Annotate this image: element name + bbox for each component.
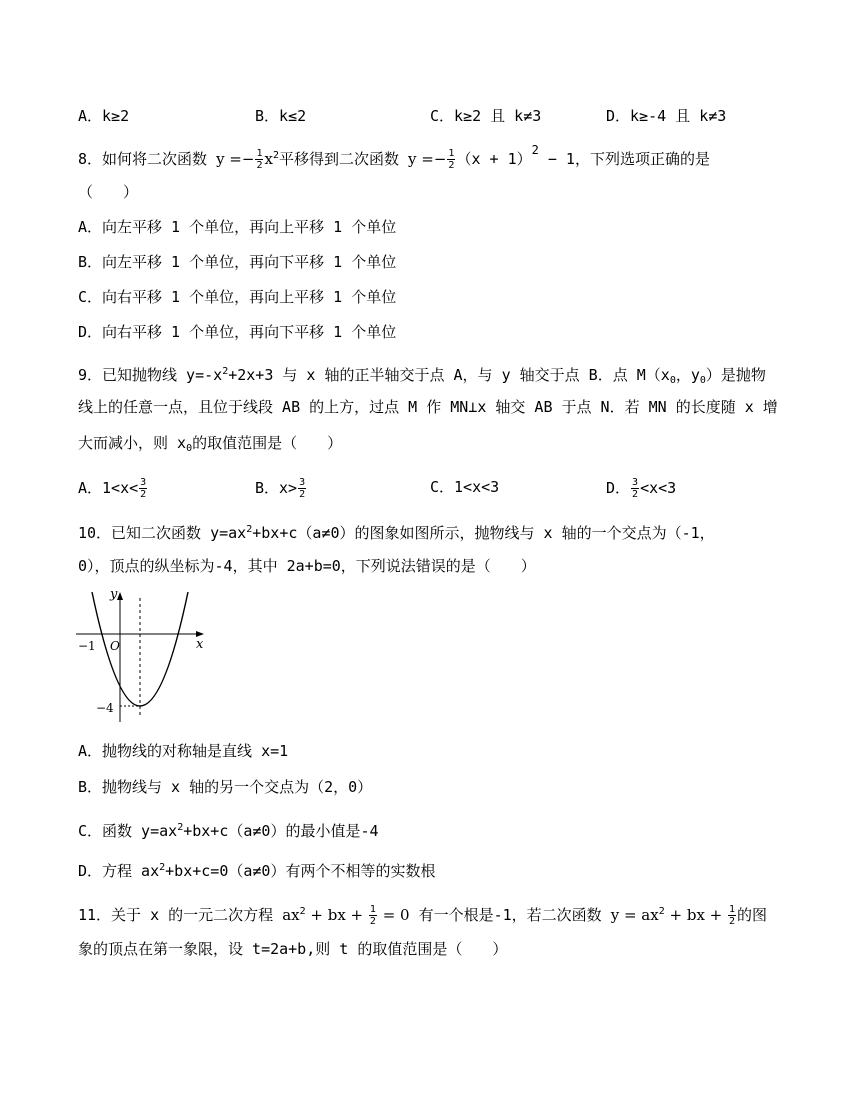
q10-parabola-graph <box>76 588 210 722</box>
q9-stem-line-2: 线上的任意一点，且位于线段 AB 的上方，过点 M 作 MN⊥x 轴交 AB 于点 N．若 MN 的长度随 x 增 <box>78 398 778 416</box>
q10-option-d: D．方程 $ax^2+bx+c=0(a\ne 0)$有两个不相等的实数根 <box>78 862 436 880</box>
q10-option-a: A．抛物线的对称轴是直线 x=1 <box>78 742 289 760</box>
q7-option-c: C．k≥2 且 k≠3 <box>430 107 542 125</box>
q10-option-b: B．抛物线与 x 轴的另一个交点为（2，0） <box>78 778 373 796</box>
y-axis-label: y <box>110 588 118 602</box>
q11-stem-line-1: 11．关于 x 的一元二次方程 $ax^2$ + bx + $\frac{1}{2}$ = 0 有一个根是-1，若二次函数 $y = ax^2$ + bx + $\frac{1}{2}$ 的图 <box>78 904 768 927</box>
q10-stem-line-2: 0），顶点的纵坐标为-4，其中 2a+b=0，下列说法错误的是（ ） <box>78 557 536 575</box>
q7-option-b: B．k≤2 <box>255 107 307 125</box>
q10-option-c: C．函数 $y=ax^2+bx+c(a\ne 0)$的最小值是-4 <box>78 822 379 840</box>
q8-eq2-fraction: $\frac{1}{2}$ <box>448 148 455 171</box>
q10-stem-line-1: 10．已知二次函数 $y=ax^2+bx+c(a\ne 0)$的图象如图所示，抛物线与 x 轴的一个交点为（-1， <box>78 524 715 542</box>
q9-option-d: D． $\frac{3}{2}$ <x<3 <box>606 477 677 500</box>
q8-text-3: − 1，下列选项正确的是 <box>538 150 710 168</box>
q8-text-2: 平移得到二次函数 <box>278 150 409 168</box>
q7-option-a: A．k≥2 <box>78 107 130 125</box>
q8-option-b: B．向左平移 1 个单位，再向下平移 1 个单位 <box>78 253 397 271</box>
q8-option-c: C．向右平移 1 个单位，再向上平移 1 个单位 <box>78 288 397 306</box>
q9-stem-line-1: 9．已知抛物线 $y=-x^2+2x+3$ 与 x 轴的正半轴交于点 A，与 y 轴交于点 B．点 $M(x_0$，$y_0$）是抛物 <box>78 366 766 386</box>
y-axis-arrow-icon <box>117 592 123 600</box>
q8-eq2-exponent: 2 <box>531 143 539 157</box>
q9-stem-line-3: 大而减小，则 $x_0$的取值范围是（ ） <box>78 434 343 454</box>
q8-eq2-paren: （x + 1） <box>456 150 532 168</box>
origin-label: O <box>110 639 120 653</box>
q8-option-a: A．向左平移 1 个单位，再向上平移 1 个单位 <box>78 218 397 236</box>
q9-option-a: A．1<x< $\frac{3}{2}$ <box>78 477 147 500</box>
x-axis-label: x <box>196 637 204 652</box>
minus-1-label: −1 <box>78 639 96 653</box>
q8-eq1-fraction: $\frac{1}{2}$ <box>256 148 263 171</box>
q8-eq2-y: y =− <box>408 150 447 168</box>
minus-4-label: −4 <box>96 701 114 715</box>
q8-answer-paren: （ ） <box>78 183 139 201</box>
q8-eq1-exponent: 2 <box>272 150 279 161</box>
q8-text-1: 8．如何将二次函数 <box>78 150 217 168</box>
q7-option-d: D．k≥-4 且 k≠3 <box>606 107 727 125</box>
q8-eq1-x: x <box>264 150 273 168</box>
q8-option-d: D．向右平移 1 个单位，再向下平移 1 个单位 <box>78 323 397 341</box>
q11-stem-line-2: 象的顶点在第一象限，设 t=2a+b,则 t 的取值范围是（ ） <box>78 940 508 958</box>
q9-option-c: C．1<x<3 <box>430 478 500 496</box>
q8-eq1-y: y =− <box>216 150 255 168</box>
q9-option-b: B．x> $\frac{3}{2}$ <box>255 477 306 500</box>
q8-stem <box>78 143 710 171</box>
